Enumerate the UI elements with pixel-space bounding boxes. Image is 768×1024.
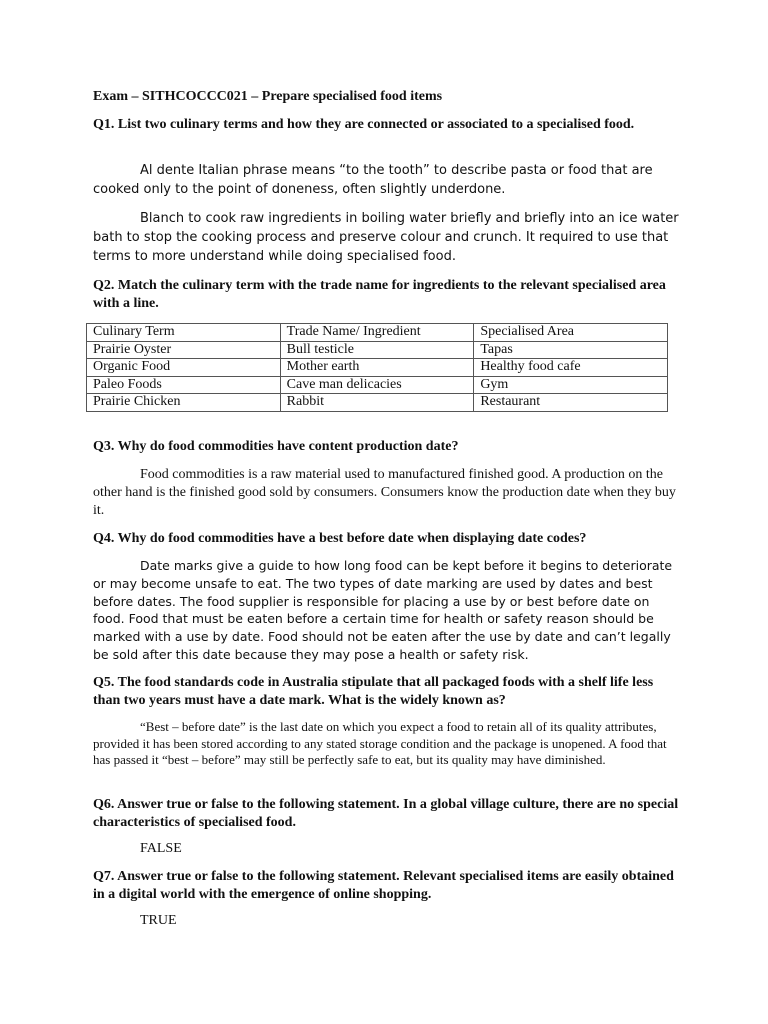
matching-table xyxy=(86,323,668,412)
q7-question: Q7. Answer true or false to the following statement. Relevant specialised items are easily obtained in a digital world with the emergence of online shopping. xyxy=(93,869,674,902)
exam-title: Exam – SITHCOCCC021 – Prepare specialised food items xyxy=(93,89,443,104)
q5-question: Q5. The food standards code in Australia stipulate that all packaged foods with a shelf life less than two years must have a date mark. What is the widely known as? xyxy=(93,675,654,708)
table-header-cell: Trade Name/ Ingredient xyxy=(280,324,474,342)
table-header-cell: Specialised Area xyxy=(474,324,668,342)
table-cell: Prairie Chicken xyxy=(87,394,281,412)
table-cell: Bull testicle xyxy=(280,341,474,359)
q1-question: Q1. List two culinary terms and how they are connected or associated to a specialised food. xyxy=(93,117,635,132)
q6-answer: FALSE xyxy=(140,841,182,856)
q6-question: Q6. Answer true or false to the following statement. In a global village culture, there are no special characteristics of specialised food. xyxy=(93,797,679,830)
table-cell: Mother earth xyxy=(280,359,474,377)
q4-question: Q4. Why do food commodities have a best before date when displaying date codes? xyxy=(93,531,587,546)
table-row xyxy=(87,376,668,394)
q4-answer: Date marks give a guide to how long food can be kept before it begins to deteriorate or may become unsafe to eat. The two types of date marking are used by dates and best before dates. The food supplier is responsible for placing a use by or best before date on food. Food that must be eaten before a certain time for health or safety reason should be marked with a use by date. Food should not be eaten after the use by date and can’t legally be sold after this date because they may pose a health or safety risk. xyxy=(93,558,673,662)
table-cell: Healthy food cafe xyxy=(474,359,668,377)
q5-answer: “Best – before date” is the last date on which you expect a food to retain all of its quality attributes, provided it has been stored according to any stated storage condition and the package is unopened. A food that has passed it “best – before” may still be perfectly safe to eat, but its quality may have diminished. xyxy=(93,719,667,768)
table-cell: Cave man delicacies xyxy=(280,376,474,394)
q3-question: Q3. Why do food commodities have content production date? xyxy=(93,439,459,454)
table-cell: Paleo Foods xyxy=(87,376,281,394)
table-cell: Restaurant xyxy=(474,394,668,412)
table-cell: Tapas xyxy=(474,341,668,359)
table-cell: Gym xyxy=(474,376,668,394)
table-cell: Organic Food xyxy=(87,359,281,377)
table-row xyxy=(87,394,668,412)
table-cell: Rabbit xyxy=(280,394,474,412)
q1-answer-blanch: Blanch to cook raw ingredients in boiling water briefly and briefly into an ice water bath to stop the cooking process and preserve colour and crunch. It required to use that terms to more understand while doing specialised food. xyxy=(93,211,679,264)
table-cell: Prairie Oyster xyxy=(87,341,281,359)
q7-answer: TRUE xyxy=(140,913,177,928)
q2-question: Q2. Match the culinary term with the trade name for ingredients to the relevant specialised area with a line. xyxy=(93,278,666,311)
q1-answer-al-dente: Al dente Italian phrase means “to the tooth” to describe pasta or food that are cooked only to the point of doneness, often slightly underdone. xyxy=(93,163,653,197)
table-header-cell: Culinary Term xyxy=(87,324,281,342)
q3-answer: Food commodities is a raw material used to manufactured finished good. A production on the other hand is the finished good sold by consumers. Consumers know the production date when they buy it. xyxy=(93,467,676,518)
table-header-row xyxy=(87,324,668,342)
table-row xyxy=(87,359,668,377)
table-row xyxy=(87,341,668,359)
